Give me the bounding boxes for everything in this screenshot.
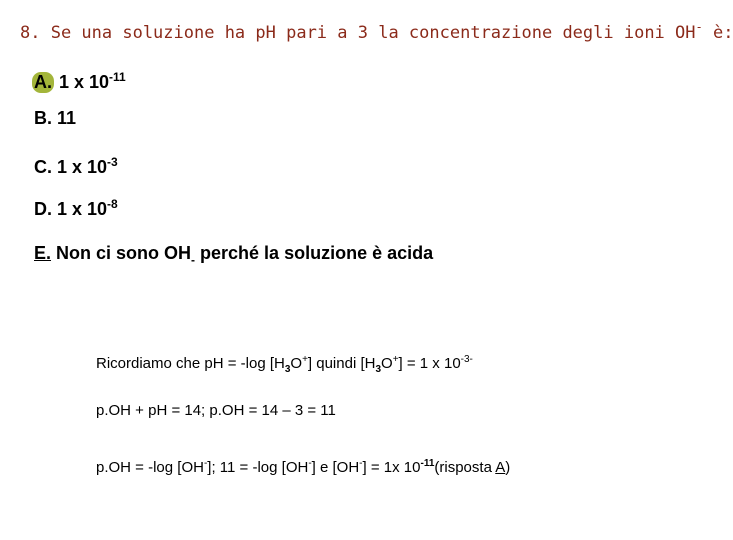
option-e-letter: E. bbox=[34, 243, 52, 263]
option-d[interactable]: D. 1 x $10^{-8}$ bbox=[34, 197, 118, 219]
question-title: 8. Se una soluzione ha pH pari a 3 la concentrazione degli ioni OH- è: bbox=[20, 20, 733, 43]
explanation-line-1: Ricordiamo che pH = -log $[H_3O^+]$ quindi $[H_3O^+] = 1$ x $10^{-3-}$ bbox=[96, 354, 473, 375]
explanation-line-2: p.OH + pH = 14; p.OH = 14 – 3 = 11 bbox=[96, 402, 336, 419]
answer-letter: A bbox=[495, 459, 506, 476]
option-e[interactable]: E. Non ci sono $OH_-$ perché la soluzione è acida bbox=[34, 243, 434, 267]
option-c[interactable]: C. 1 x $10^{-3}$ bbox=[34, 155, 118, 177]
explanation-line-3: p.OH = -log [OH-]; 11 = -log [OH-] e [OH-] = 1x $10^{-11}(risposta$ A) bbox=[96, 458, 511, 476]
option-a-letter: A. bbox=[34, 72, 52, 92]
option-b[interactable]: B. 11 bbox=[34, 108, 77, 128]
option-a[interactable]: A. 1 x $10^{-11}$ bbox=[34, 70, 126, 92]
